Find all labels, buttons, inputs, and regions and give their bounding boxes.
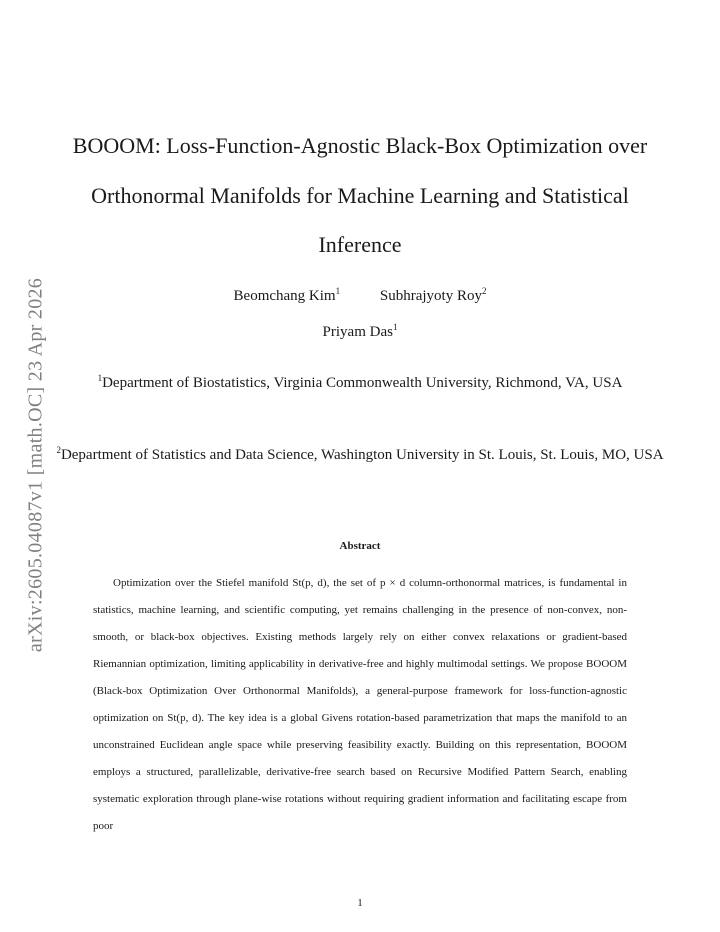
affiliation-mark: 2 xyxy=(56,445,61,455)
author-name: Priyam Das xyxy=(322,324,393,340)
paper-title: BOOOM: Loss-Function-Agnostic Black-Box Optimization over Orthonormal Manifolds for Machine Learning and Statistical Inference xyxy=(72,133,648,257)
affiliation-mark: 1 xyxy=(97,373,103,383)
affiliation-text: Department of Statistics and Data Science, Washington University in St. Louis, St. Louis, MO, USA xyxy=(60,447,664,463)
affiliation-2 xyxy=(40,437,680,473)
author-name: Subhrajyoty Roy xyxy=(379,288,482,304)
author-2 xyxy=(380,288,487,305)
author-name: Beomchang Kim xyxy=(233,288,336,304)
author-1 xyxy=(234,288,341,305)
author-affiliation-mark: 2 xyxy=(481,286,487,296)
page-number: 1 xyxy=(357,897,363,909)
author-affiliation-mark: 1 xyxy=(335,286,341,296)
authors-line-1 xyxy=(0,288,720,305)
affiliation-1 xyxy=(40,365,680,401)
authors-line-2 xyxy=(0,324,720,341)
affiliation-text: Department of Biostatistics, Virginia Commonwealth University, Richmond, VA, USA xyxy=(102,375,623,391)
arxiv-identifier-stamp: arXiv:2605.04087v1 [math.OC] 23 Apr 2026 xyxy=(24,277,47,653)
abstract-body: Optimization over the Stiefel manifold St(p, d), the set of p × d column-orthonormal matrices, is fundamental in statistics, machine learning, and scientific computing, yet remains challenging in the presence of non-convex, non-smooth, or black-box objectives. Existing methods largely rely on either convex relaxations or gradient-based Riemannian optimization, limiting applicability in derivative-free and highly multimodal settings. We propose BOOOM (Black-box Optimization Over Orthonormal Manifolds), a general-purpose framework for loss-function-agnostic optimization on St(p, d). The key idea is a global Givens rotation-based parametrization that maps the manifold to an unconstrained Euclidean angle space while preserving feasibility exactly. Building on this representation, BOOOM employs a structured, parallelizable, derivative-free search based on Recursive Modified Pattern Search, enabling systematic exploration through plane-wise rotations without requiring gradient information and facilitating escape from poor xyxy=(93,577,627,832)
abstract-heading: Abstract xyxy=(339,540,381,552)
author-affiliation-mark: 1 xyxy=(392,322,398,332)
author-3 xyxy=(323,324,398,340)
